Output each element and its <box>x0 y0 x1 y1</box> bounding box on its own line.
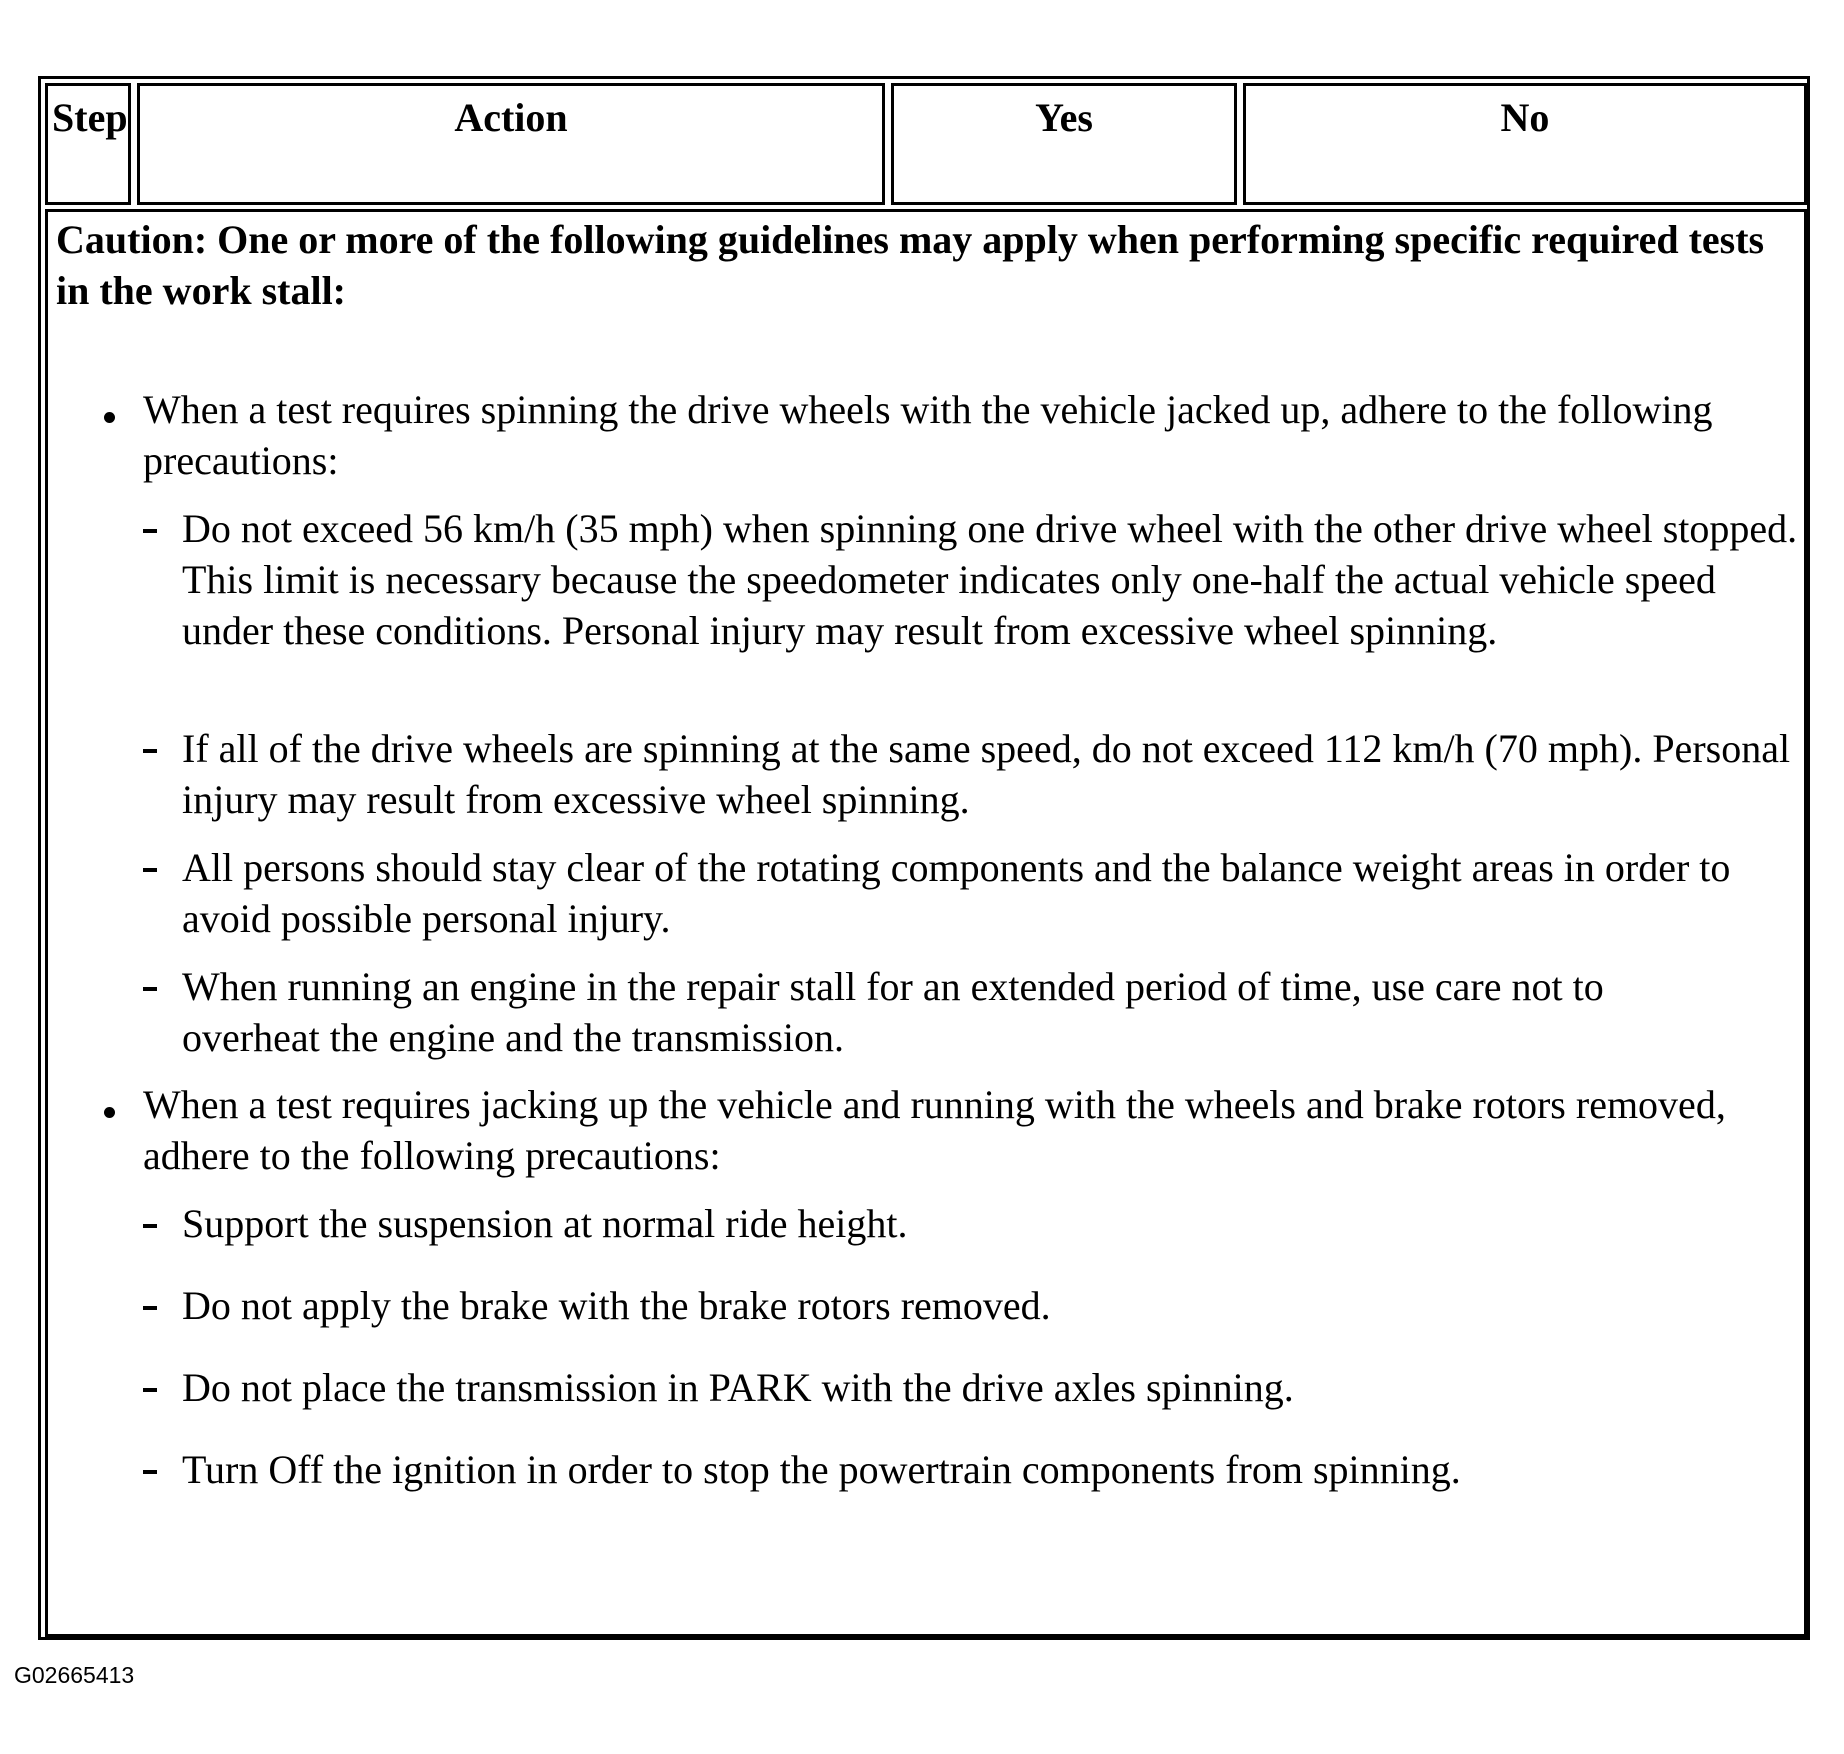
dash-icon <box>143 1306 157 1310</box>
caution-subitem-2-1: Support the suspension at normal ride height. <box>182 1201 908 1246</box>
header-no-label: No <box>1500 95 1550 140</box>
header-no <box>1243 83 1807 205</box>
dash-icon <box>143 1470 157 1474</box>
dash-icon <box>143 1388 157 1392</box>
caution-subitem-1-4: When running an engine in the repair stall for an extended period of time, use care not to overheat the engine and the transmission. <box>182 964 1604 1060</box>
bullet-icon <box>104 1107 115 1118</box>
diagnostic-table <box>38 76 1810 1640</box>
dash-icon <box>143 1224 157 1228</box>
caution-subitem-2-3: Do not place the transmission in PARK with the drive axles spinning. <box>182 1365 1294 1410</box>
caution-title: Caution: One or more of the following guidelines may apply when performing specific required tests in the work stall: <box>56 217 1765 313</box>
header-step-label: Step <box>52 95 128 140</box>
caution-subitem-1-2: If all of the drive wheels are spinning at the same speed, do not exceed 112 km/h (70 mph). Personal injury may result from excessive wheel spinning. <box>182 726 1791 822</box>
caution-cell <box>45 209 1807 1637</box>
caution-subitem-1-1: Do not exceed 56 km/h (35 mph) when spinning one drive wheel with the other drive wheel stopped. This limit is necessary because the speedometer indicates only one-half the actual vehicle speed under these conditions. Personal injury may result from excessive wheel spinning. <box>182 506 1798 653</box>
dash-icon <box>143 868 157 872</box>
bullet-icon <box>104 412 115 423</box>
header-action <box>137 83 885 205</box>
header-step <box>45 83 131 205</box>
dash-icon <box>143 749 157 753</box>
caution-item-2: When a test requires jacking up the vehicle and running with the wheels and brake rotors removed, adhere to the following precautions: <box>143 1082 1726 1178</box>
header-yes <box>891 83 1237 205</box>
figure-id: G02665413 <box>14 1662 135 1688</box>
caution-item-1: When a test requires spinning the drive wheels with the vehicle jacked up, adhere to the following precautions: <box>143 387 1713 483</box>
caution-subitem-1-3: All persons should stay clear of the rotating components and the balance weight areas in order to avoid possible personal injury. <box>182 845 1731 941</box>
caution-subitem-2-2: Do not apply the brake with the brake rotors removed. <box>182 1283 1051 1328</box>
caution-subitem-2-4: Turn Off the ignition in order to stop the powertrain components from spinning. <box>182 1447 1461 1492</box>
dash-icon <box>143 987 157 991</box>
header-yes-label: Yes <box>1035 95 1093 140</box>
header-action-label: Action <box>454 95 568 140</box>
dash-icon <box>143 529 157 533</box>
